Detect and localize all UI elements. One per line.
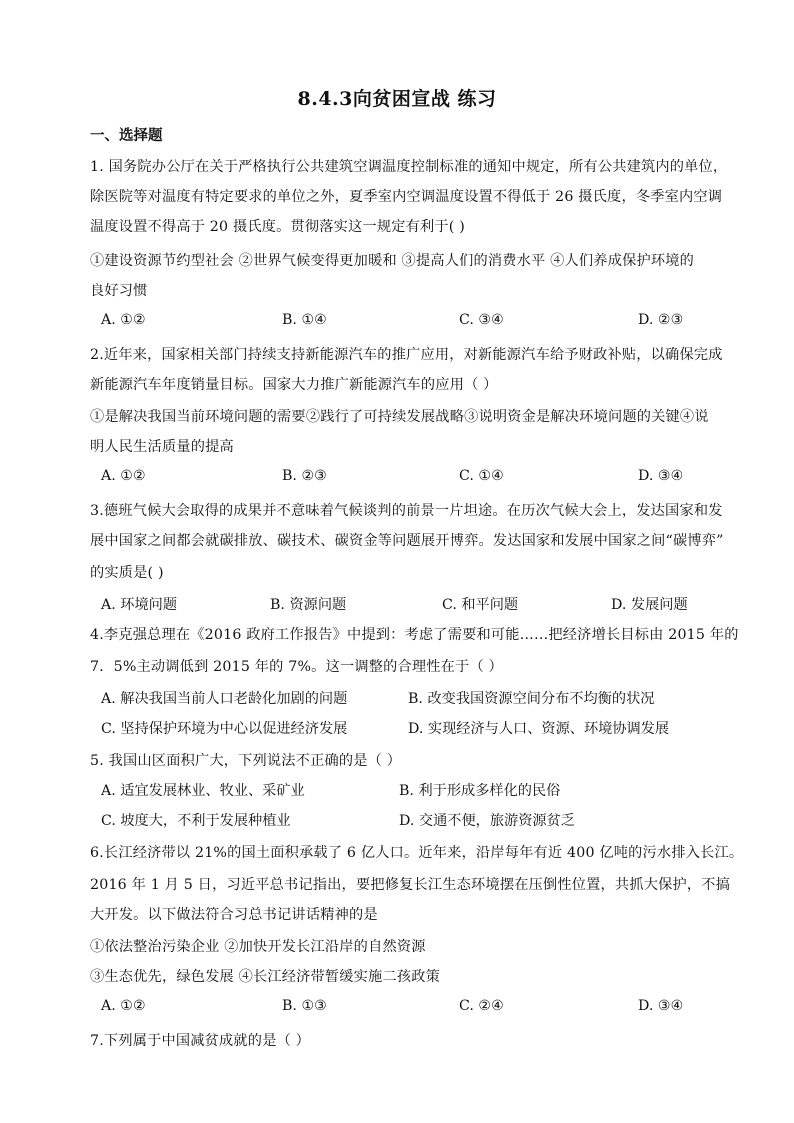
question-4-line: 7．5%主动调低到 2015 年的 7%。这一调整的合理性在于（ ） xyxy=(90,659,503,675)
question-1-line: 除医院等对温度有特定要求的单位之外，夏季室内空调温度设置不得低于 26 摄氏度，冬季室内空调 xyxy=(90,189,723,205)
question-1-line: 1. 国务院办公厅在关于严格执行公共建筑空调温度控制标准的通知中规定，所有公共建筑内的单位， xyxy=(90,159,728,175)
question-1-option-a: A. ①② xyxy=(101,312,146,328)
question-3-line: 的实质是( ) xyxy=(90,565,164,581)
question-1-option-b: B. ①④ xyxy=(282,312,327,328)
question-3-option-c: C. 和平问题 xyxy=(442,597,519,613)
question-6-line: 6.长江经济带以 21%的国土面积承载了 6 亿人口。近年来，沿岸每年有近 400 亿吨的污水排入长江。 xyxy=(90,845,744,861)
question-3-option-a: A. 环境问题 xyxy=(101,597,178,613)
question-2-line: 2.近年来，国家相关部门持续支持新能源汽车的推广应用，对新能源汽车给予财政补贴，以确保完成 xyxy=(90,347,723,363)
question-1-line: 良好习惯 xyxy=(90,283,148,299)
question-3-option-d: D. 发展问题 xyxy=(611,597,688,613)
question-4-option-b: B. 改变我国资源空间分布不均衡的状况 xyxy=(408,691,655,707)
question-6-option-b: B. ①③ xyxy=(282,998,327,1014)
question-4-option-a: A. 解决我国当前人口老龄化加剧的问题 xyxy=(101,691,348,707)
question-6-line: ③生态优先，绿色发展 ④长江经济带暂缓实施二孩政策 xyxy=(90,969,441,985)
question-4-option-c: C. 坚持保护环境为中心以促进经济发展 xyxy=(101,721,348,737)
question-2-option-b: B. ②③ xyxy=(282,468,327,484)
question-4-option-d: D. 实现经济与人口、资源、环境协调发展 xyxy=(408,721,670,737)
question-1-line: 温度设置不得高于 20 摄氏度。贯彻落实这一规定有利于( ) xyxy=(90,219,465,235)
question-6-option-a: A. ①② xyxy=(101,998,146,1014)
question-6-option-d: D. ③④ xyxy=(638,998,684,1014)
question-5-line: 5. 我国山区面积广大，下列说法不正确的是（ ） xyxy=(90,753,402,769)
question-2-option-a: A. ①② xyxy=(101,468,146,484)
question-1-line: ①建设资源节约型社会 ②世界气候变得更加暖和 ③提高人们的消费水平 ④人们养成保护环境的 xyxy=(90,253,695,269)
question-3-option-b: B. 资源问题 xyxy=(270,597,347,613)
question-5-option-b: B. 利于形成多样化的民俗 xyxy=(399,783,561,799)
page-title: 8.4.3向贫困宣战 练习 xyxy=(297,88,497,110)
question-2-line: ①是解决我国当前环境问题的需要②践行了可持续发展战略③说明资金是解决环境问题的关键④说 xyxy=(90,409,709,425)
question-2-line: 明人民生活质量的提高 xyxy=(90,439,234,455)
question-5-option-a: A. 适宜发展林业、牧业、采矿业 xyxy=(101,783,305,799)
question-3-line: 展中国家之间都会就碳排放、碳技术、碳资金等问题展开博弈。发达国家和发展中国家之间“碳博弈” xyxy=(90,533,724,549)
question-6-line: ①依法整治污染企业 ②加快开发长江沿岸的自然资源 xyxy=(90,939,426,955)
question-2-option-c: C. ①④ xyxy=(459,468,504,484)
question-7-line: 7.下列属于中国减贫成就的是（ ） xyxy=(90,1033,311,1049)
question-4-line: 4.李克强总理在《2016 政府工作报告》中提到：考虑了需要和可能……把经济增长目标由 2015 年的 xyxy=(90,627,739,643)
question-1-option-d: D. ②③ xyxy=(638,312,684,328)
section-heading: 一、选择题 xyxy=(90,127,163,144)
question-6-line: 2016 年 1 月 5 日，习近平总书记指出，要把修复长江生态环境摆在压倒性位置，共抓大保护，不搞 xyxy=(90,877,731,893)
question-1-option-c: C. ③④ xyxy=(459,312,504,328)
question-5-option-d: D. 交通不便，旅游资源贫乏 xyxy=(399,813,575,829)
question-3-line: 3.德班气候大会取得的成果并不意味着气候谈判的前景一片坦途。在历次气候大会上，发达国家和发 xyxy=(90,503,723,519)
question-2-line: 新能源汽车年度销量目标。国家大力推广新能源汽车的应用（ ） xyxy=(90,377,498,393)
question-6-option-c: C. ②④ xyxy=(459,998,504,1014)
question-2-option-d: D. ③④ xyxy=(638,468,684,484)
question-6-line: 大开发。以下做法符合习总书记讲话精神的是 xyxy=(90,907,378,923)
question-5-option-c: C. 坡度大，不利于发展种植业 xyxy=(101,813,291,829)
